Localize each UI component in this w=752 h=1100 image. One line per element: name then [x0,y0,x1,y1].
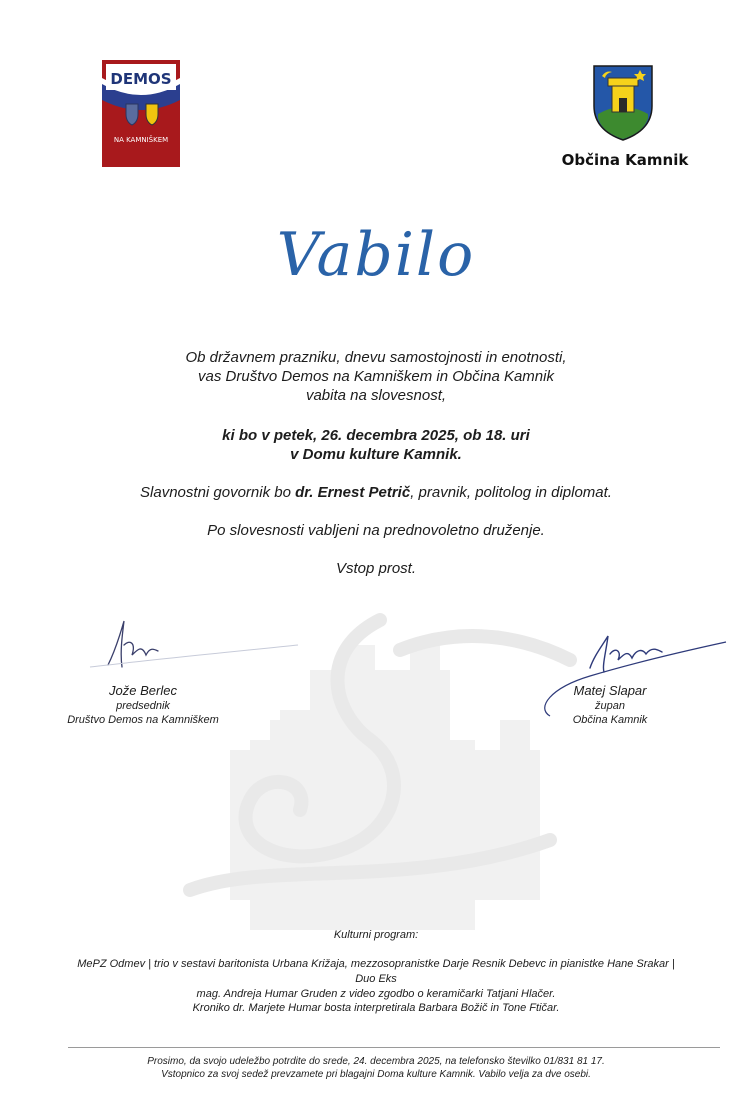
intro-line: vas Društvo Demos na Kamniškem in Občina Kamnik [198,368,554,385]
program-description [76,957,676,1002]
program-note: Kroniko dr. Marjete Humar bosta interpretirala Barbara Božič in Tone Ftičar. [192,1002,560,1014]
after-event-note: Po slovesnosti vabljeni na prednovoletno druženje. [207,522,545,539]
signatory-right [545,683,675,727]
signatory-organization: Društvo Demos na Kamniškem [67,714,219,726]
invitation-title: Vabilo [276,220,476,290]
program-line: mag. Andreja Humar Gruden z video zgodbo o keramičarki Tatjani Hlačer. [196,988,556,1000]
signatory-name: Matej Slapar [573,683,647,698]
signatory-role: župan [595,700,625,712]
signatory-organization: Občina Kamnik [572,714,648,726]
signatory-left [50,683,236,727]
demos-logo [102,60,180,167]
signature-left [80,615,300,675]
event-date: ki bo v petek, 26. decembra 2025, ob 18. uri [222,427,530,444]
program-line: MePZ Odmev | trio v sestavi baritonista Urbana Križaja, mezzosopranistke Darje Resnik Debevc in pianistke Hane Srakar | Duo Eks [77,958,675,985]
entry-note: Vstop prost. [335,560,417,577]
speaker-prefix: Slavnostni govornik bo [140,484,296,501]
invitation-intro [60,348,692,405]
speaker-description: , pravnik, politolog in diplomat. [410,484,612,501]
intro-line: Ob državnem prazniku, dnevu samostojnosti in enotnosti, [185,349,567,366]
demos-logo-subtitle: NA KAMNIŠKEM [113,136,169,144]
signatory-name: Jože Berlec [109,683,177,698]
footer-note [60,1055,692,1081]
demos-logo-title: DEMOS [110,70,172,88]
speaker-name: dr. Ernest Petrič [295,484,411,501]
footer-line: Prosimo, da svojo udeležbo potrdite do srede, 24. decembra 2025, na telefonsko številko 01/831 81 17. [147,1056,605,1067]
signatory-role: predsednik [116,700,170,712]
footer-divider [68,1047,720,1048]
kamnik-coat-of-arms [590,62,656,142]
event-date-location [60,426,692,464]
event-location: v Domu kulture Kamnik. [290,446,462,463]
municipality-name: Občina Kamnik [561,151,689,169]
intro-line: vabita na slovesnost, [305,387,447,404]
footer-line: Vstopnico za svoj sedež prevzamete pri blagajni Doma kulture Kamnik. Vabilo velja za dve osebi. [161,1069,591,1080]
keynote-speaker [60,483,692,502]
program-heading: Kulturni program: [333,929,419,941]
